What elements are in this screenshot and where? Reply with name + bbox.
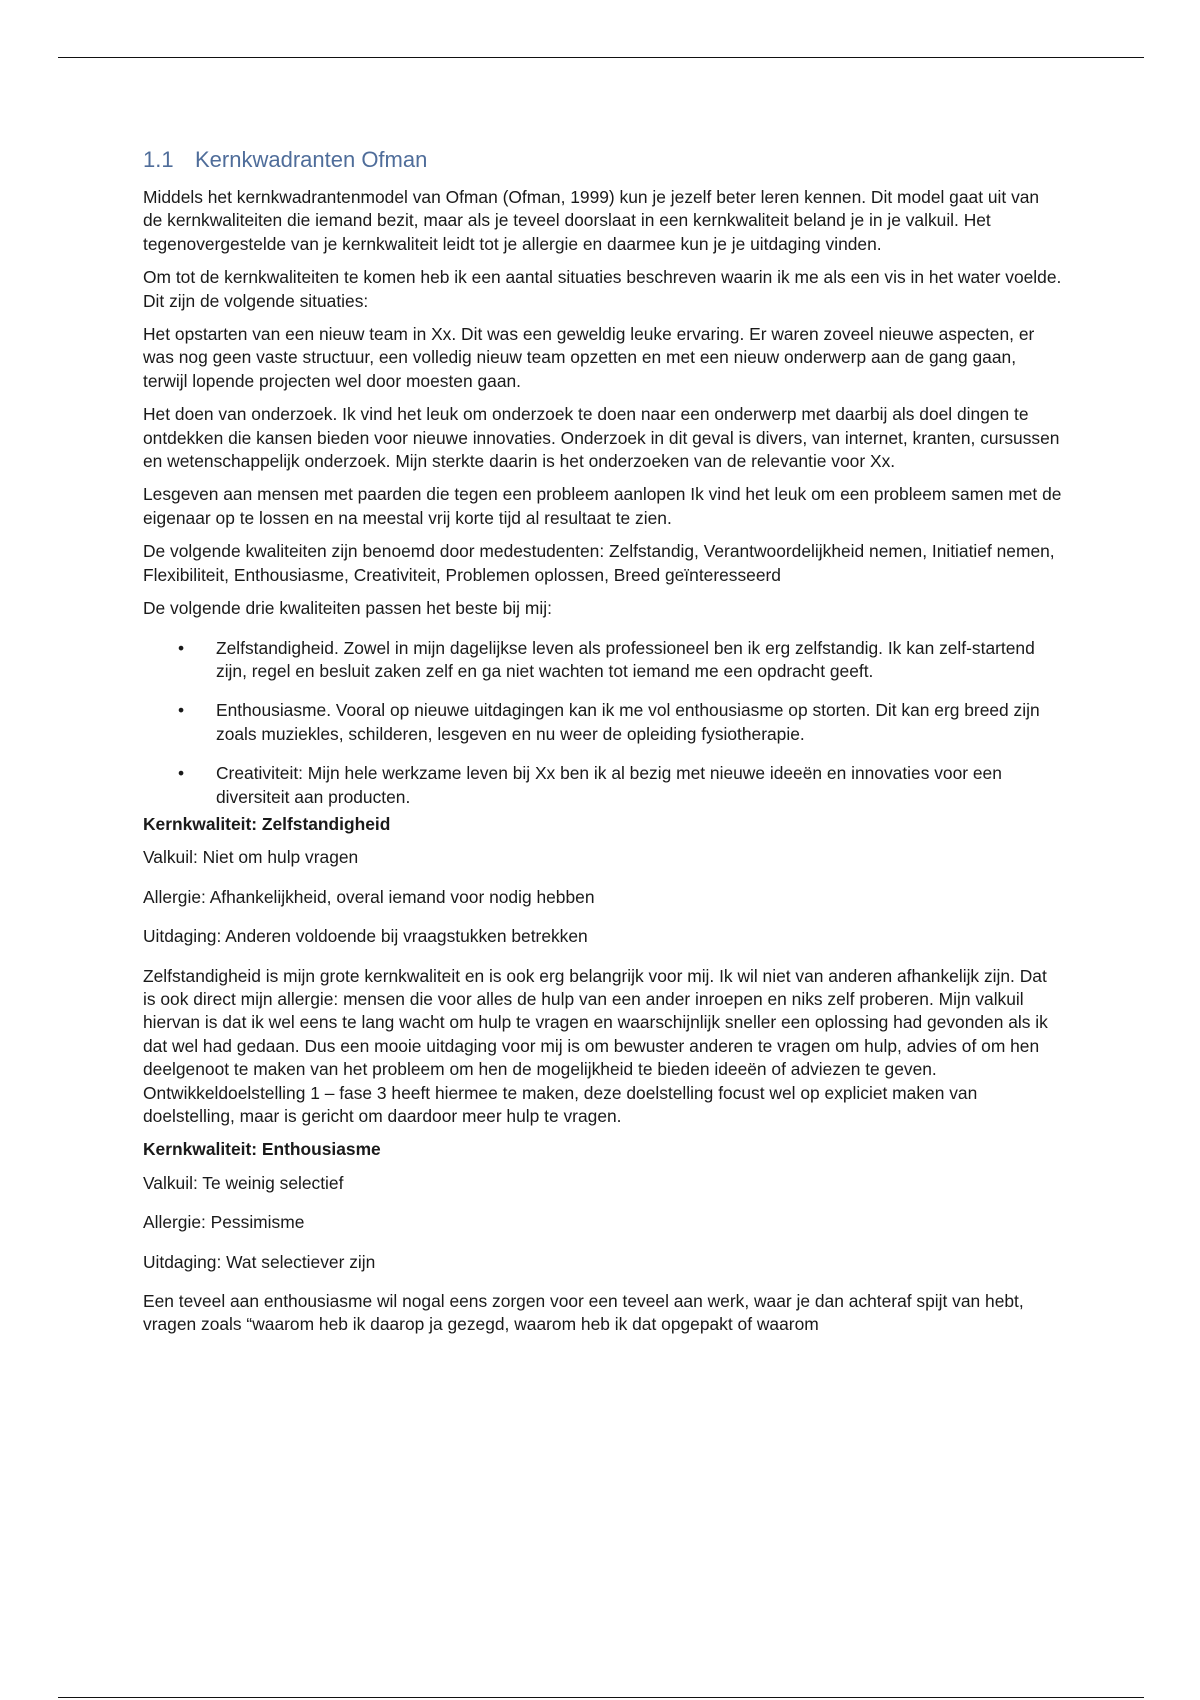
section-title: Kernkwadranten Ofman [195, 147, 428, 172]
allergie-line: Allergie: Afhankelijkheid, overal iemand voor nodig hebben [143, 886, 595, 907]
paragraph: Het opstarten van een nieuw team in Xx. Dit was een geweldig leuke ervaring. Er waren zoveel nieuwe aspecten, er was nog geen vaste structuur, een volledig nieuw team opzetten en met een nieuw onderwerp aan de gang gaan, terwijl lopende projecten wel door moesten gaan. [143, 324, 1035, 391]
uitdaging-line: Uitdaging: Wat selectiever zijn [143, 1251, 376, 1272]
uitdaging-line: Uitdaging: Anderen voldoende bij vraagstukken betrekken [143, 926, 588, 947]
quality-list [143, 637, 1063, 809]
document-body [143, 146, 1063, 1347]
paragraph: De volgende kwaliteiten zijn benoemd door medestudenten: Zelfstandig, Verantwoordelijkheid nemen, Initiatief nemen, Flexibiliteit, Enthousiasme, Creativiteit, Problemen oplossen, Breed geïnteresseerd [143, 541, 1055, 585]
header-rule [58, 57, 1144, 58]
paragraph: Lesgeven aan mensen met paarden die tegen een probleem aanlopen Ik vind het leuk om een probleem samen met de eigenaar op te lossen en na meestal vrij korte tijd al resultaat te zien. [143, 484, 1062, 528]
section-heading [143, 146, 1063, 174]
valkuil-line: Valkuil: Niet om hulp vragen [143, 847, 359, 868]
paragraph: Zelfstandigheid is mijn grote kernkwaliteit en is ook erg belangrijk voor mij. Ik wil niet van anderen afhankelijk zijn. Dat is ook direct mijn allergie: mensen die voor alles de hulp van een ander inroepen en niks zelf proberen. Mijn valkuil hiervan is dat ik wel eens te lang wacht om hulp te vragen en waarschijnlijk sneller een oplossing had gevonden als ik dat wel had gedaan. Dus een mooie uitdaging voor mij is om bewuster anderen te vragen om hulp, advies of om hen deelgenoot te maken van het probleem om hen de mogelijkheid te bieden ideeën of adviezen te geven. Ontwikkeldoelstelling 1 – fase 3 heeft hiermee te maken, deze doelstelling focust wel op expliciet maken van doelstelling, maar is gericht om daardoor meer hulp te vragen. [143, 965, 1048, 1126]
list-item: • Zelfstandigheid. Zowel in mijn dagelijkse leven als professioneel ben ik erg zelfstandig. Ik kan zelf-startend zijn, regel en besluit zaken zelf en ga niet wachten tot iemand me een opdracht geeft. [216, 637, 1063, 684]
paragraph: De volgende drie kwaliteiten passen het beste bij mij: [143, 598, 552, 619]
paragraph: Het doen van onderzoek. Ik vind het leuk om onderzoek te doen naar een onderwerp met daarbij als doel dingen te ontdekken die kansen bieden voor nieuwe innovaties. Onderzoek in dit geval is divers, van internet, kranten, cursussen en wetenschappelijk onderzoek. Mijn sterkte daarin is het onderzoeken van de relevantie voor Xx. [143, 404, 1060, 472]
footer-rule [58, 1697, 1144, 1698]
paragraph: Om tot de kernkwaliteiten te komen heb ik een aantal situaties beschreven waarin ik me als een vis in het water voelde. Dit zijn de volgende situaties: [143, 267, 1062, 311]
list-item: • Enthousiasme. Vooral op nieuwe uitdagingen kan ik me vol enthousiasme op storten. Dit kan erg breed zijn zoals muziekles, schilderen, lesgeven en nu weer de opleiding fysiotherapie. [216, 699, 1063, 746]
paragraph: Een teveel aan enthousiasme wil nogal eens zorgen voor een teveel aan werk, waar je dan achteraf spijt van hebt, vragen zoals “waarom heb ik daarop ja gezegd, waarom heb ik dat opgepakt of waarom [143, 1291, 1024, 1335]
quadrant-heading-zelfstandigheid: Kernkwaliteit: Zelfstandigheid [143, 813, 391, 834]
list-item: • Creativiteit: Mijn hele werkzame leven bij Xx ben ik al bezig met nieuwe ideeën en innovaties voor een diversiteit aan producten. [216, 762, 1063, 809]
quadrant-heading-enthousiasme: Kernkwaliteit: Enthousiasme [143, 1139, 381, 1160]
section-number: 1.1 [143, 147, 174, 172]
valkuil-line: Valkuil: Te weinig selectief [143, 1172, 344, 1193]
paragraph: Middels het kernkwadrantenmodel van Ofman (Ofman, 1999) kun je jezelf beter leren kennen. Dit model gaat uit van de kernkwaliteiten die iemand bezit, maar als je teveel doorslaat in een kernkwaliteit beland je in je valkuil. Het tegenovergestelde van je kernkwaliteit leidt tot je allergie en daarmee kun je je uitdaging vinden. [143, 187, 1040, 254]
allergie-line: Allergie: Pessimisme [143, 1212, 305, 1233]
